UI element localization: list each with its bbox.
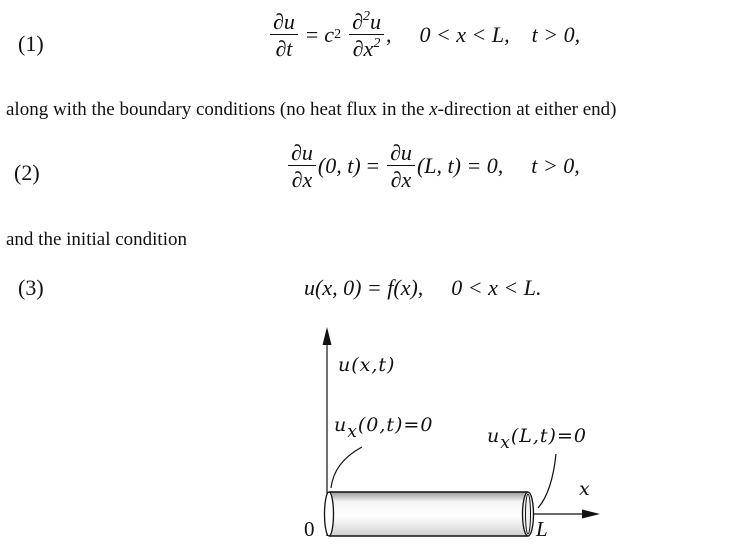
- equation-1: $\frac{\partial u}{\partial t}$ = c 2 $\frac{\partial^2u}{\partial x^2}$ , 0 < x < L, t > 0,: [268, 10, 580, 60]
- x-axis-arrow-icon: [582, 510, 600, 519]
- numerator-du-left: ∂u: [288, 141, 316, 166]
- partial-symbol: ∂: [352, 9, 363, 34]
- numerator-u: u: [369, 9, 381, 34]
- exponent-2-bottom: 2: [373, 36, 381, 52]
- equation-1-condition: 0 < x < L, t > 0,: [419, 22, 581, 48]
- denominator-dx-left: ∂x: [291, 167, 313, 193]
- numerator-du: ∂u: [270, 10, 298, 35]
- left-bc-subscript: x: [347, 422, 358, 442]
- right-bc-rest: (L,t)=0: [510, 425, 587, 447]
- x-axis-label: x: [579, 478, 591, 500]
- rod-left-end: [325, 492, 334, 536]
- equation-2-number: (2): [14, 160, 40, 185]
- exponent-2-top: 2: [362, 9, 370, 24]
- equation-2: $\frac{\partial u}{\partial x}$ (0, t) = $\frac{\partial u}{\partial x}$ (L, t) = 0, t > 0,: [286, 141, 580, 191]
- right-bc-u: u: [487, 425, 501, 447]
- left-bc-rest: (0,t)=0: [357, 414, 434, 436]
- u-axis-label: u(x,t): [338, 354, 396, 376]
- boundary-text-after: -direction at either end): [437, 99, 617, 120]
- left-bc-leader: [331, 447, 362, 488]
- right-bc-subscript: x: [500, 433, 511, 453]
- denominator-dt: ∂t: [275, 36, 293, 62]
- boundary-text-before: along with the boundary conditions (no heat flux in the: [6, 99, 430, 120]
- left-boundary-label: [334, 414, 433, 442]
- equation-2-condition: t > 0,: [531, 153, 580, 179]
- initial-condition-text: and the initial condition: [6, 229, 187, 250]
- left-bc-u: u: [334, 414, 348, 436]
- argument-left: (0, t): [317, 153, 361, 179]
- equation-3-lhs: u(x, 0) = f(x),: [304, 275, 424, 300]
- rod-end-label: L: [536, 517, 548, 541]
- equation-3-number: (3): [18, 275, 44, 300]
- rod-right-end: [523, 492, 534, 536]
- u-axis-arrow-icon: [323, 327, 332, 345]
- rod-body: [329, 492, 528, 536]
- right-bc-leader: [538, 454, 556, 508]
- equation-3-condition: 0 < x < L.: [451, 275, 542, 300]
- right-boundary-label: [487, 425, 587, 453]
- equation-1-number: (1): [18, 31, 44, 56]
- argument-right: (L, t) = 0,: [416, 153, 504, 179]
- boundary-text-x: x: [429, 99, 438, 120]
- numerator-du-right: ∂u: [387, 141, 415, 166]
- constant-c: c: [324, 22, 335, 48]
- denominator-dx-right: ∂x: [390, 167, 412, 193]
- origin-label: 0: [304, 517, 315, 541]
- denominator-dx: ∂x: [352, 36, 374, 62]
